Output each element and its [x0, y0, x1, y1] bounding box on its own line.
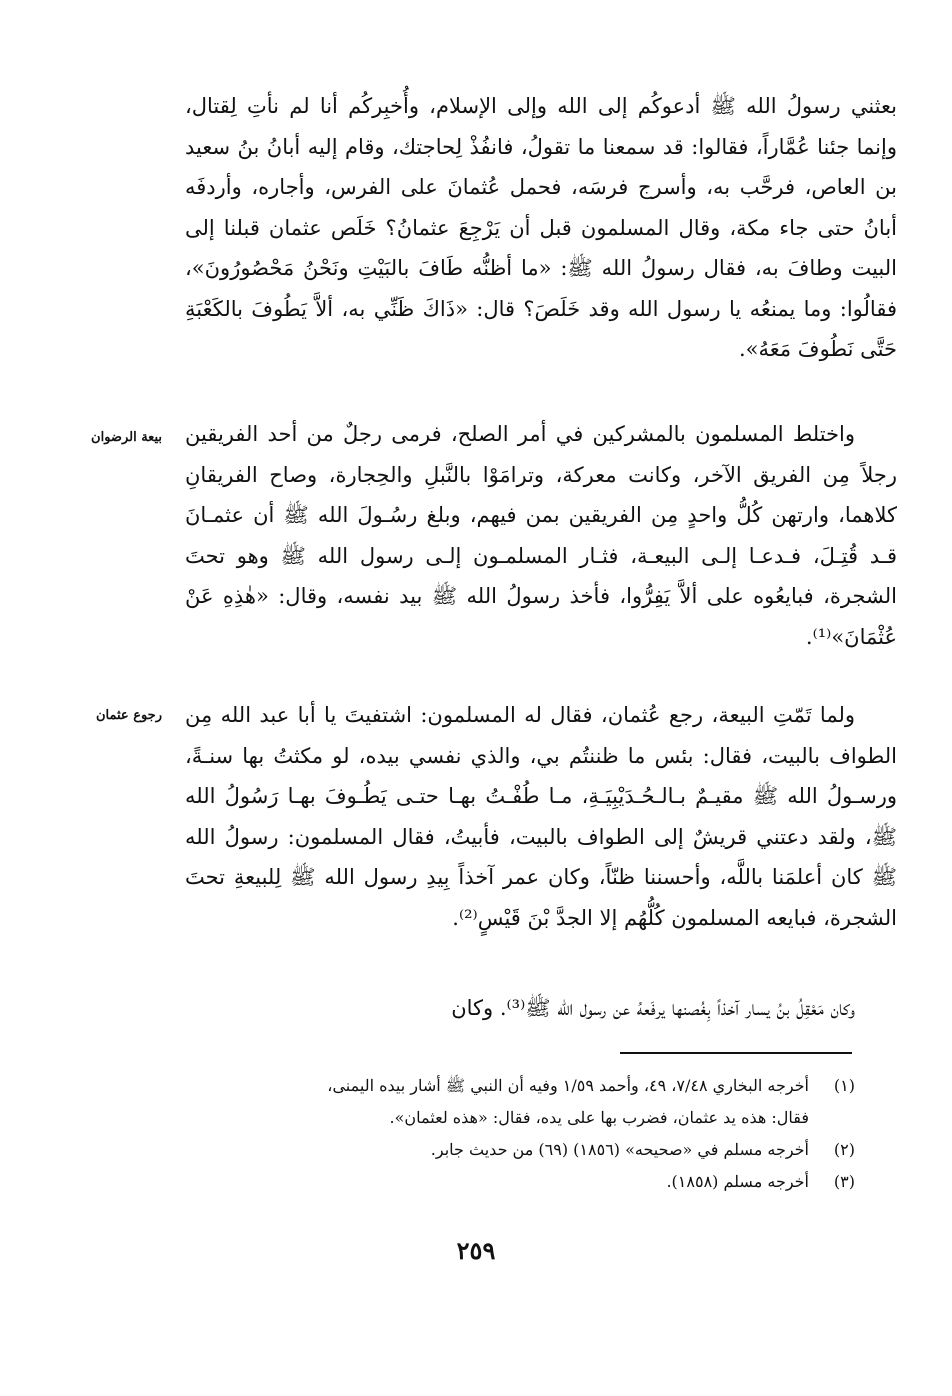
paragraph-text: واختلط المسلمون بالمشركين في أمر الصلح، فرمى رجلٌ من أحد الفريقين رجلاً مِن الفريق الآخر، وكانت معركة، وترامَوْا بالنَّبلِ والحِجارة، وصاح الفريقانِ كلاهما، وارتهن كُلُّ واحدٍ مِن الفريقين بمن فيهم، وبلغ رسُـولَ الله ﷺ أن عثمـانَ قـد قُتِـلَ، فـدعـا إلـى البيعـة، فثـار المسلمـون إلـى رسول الله ﷺ وهو تحتَ الشجرة، فبايعُوه على ألاَّ يَفِرُّوا، فأخذ رسولُ الله ﷺ بيد نفسه، وقال: «هٰذِهِ عَنْ عُثْمَانَ»⁽¹⁾. [185, 422, 897, 649]
paragraph-text: بعثني رسولُ الله ﷺ أدعوكُم إلى الله وإلى الإسلام، وأُخبِركُم أنا لم نأتِ لِقتال، وإنما جئنا عُمَّاراً، فقالوا: قد سمعنا ما تقولُ، فانفُذْ لِحاجتك، وقام إليه أبانُ بنُ سعيد بن العاص، فرحَّب به، وأسرج فرسَه، فحمل عُثمانَ على الفرس، وأجاره، وأردفَه أبانُ حتى جاء مكة، وقال المسلمون قبل أن يَرْجِعَ عثمانُ؟ خَلَص عثمان قبلنا إلى البيت وطافَ به، فقال رسولُ الله ﷺ: «ما أظنُّه طَافَ بالبَيْتِ ونَحْنُ مَحْصُورُونَ»، فقالُوا: وما يمنعُه يا رسول الله وقد خَلَصَ؟ قال: «ذَاكَ ظَنِّي به، ألاَّ يَطُوفَ بالكَعْبَةِ حَتَّى نَطُوفَ مَعَهُ». [185, 94, 897, 361]
paragraph-return [185, 695, 897, 938]
footnotes [185, 1070, 855, 1198]
footnote-text: أخرجه مسلم (١٨٥٨). [666, 1172, 809, 1191]
side-note-uthman-return: رجوع عثمان [95, 708, 162, 723]
footnote-3 [185, 1166, 855, 1198]
footnote-number: (١) [833, 1076, 855, 1095]
paragraph-continued [185, 86, 897, 370]
paragraph-text: وكان مَعْقِلُ بنُ يسار آخذاً بِغُصنها يرفَعهُ عن رسول الله ﷺ⁽³⁾. وكان [451, 996, 855, 1020]
footnote-text: أخرجه مسلم في «صحيحه» (١٨٥٦) (٦٩) من حديث جابر. [430, 1140, 809, 1159]
footnote-number: (٣) [833, 1172, 855, 1191]
side-note-bayat-al-ridwan: بيعة الرضوان [91, 430, 162, 445]
paragraph-text: ولما تَمّتِ البيعة، رجع عُثمان، فقال له المسلمون: اشتفيتَ يا أبا عبد الله مِن الطواف بالبيت، فقال: بئس ما ظننتُم بي، والذي نفسي بيده، لو مكثتُ بها سنـةً، ورسـولُ الله ﷺ مقيـمٌ بـالـحُـدَيْبِيَـةِ، مـا طُفْـتُ بهـا حتـى يَطُـوفَ بهـا رَسُولُ الله ﷺ، ولقد دعتني قريشٌ إلى الطواف بالبيت، فأبيتُ، فقال المسلمون: رسولُ الله ﷺ كان أعلمَنا باللَّه، وأحسننا ظنّاً، وكان عمر آخذاً بِيدِ رسول الله ﷺ لِلبيعةِ تحتَ الشجرة، فبايعه المسلمون كُلُّهُم إلا الجدَّ بْنَ قَيْسٍ⁽²⁾. [185, 703, 897, 930]
paragraph-pledge [185, 414, 897, 657]
page-number: ٢٥٩ [456, 1236, 496, 1265]
footnote-1 [185, 1070, 855, 1102]
footnote-separator [620, 1052, 852, 1054]
paragraph-maqil [185, 988, 897, 1029]
footnote-number: (٢) [833, 1140, 855, 1159]
footnote-1-continuation: فقال: هذه يد عثمان، فضرب بها على يده، فقال: «هذه لعثمان». [389, 1108, 809, 1127]
footnote-2 [185, 1134, 855, 1166]
footnote-text: أخرجه البخاري ٧/٤٨، ٤٩، وأحمد ١/٥٩ وفيه أن النبي ﷺ أشار بيده اليمنى، [327, 1076, 809, 1095]
